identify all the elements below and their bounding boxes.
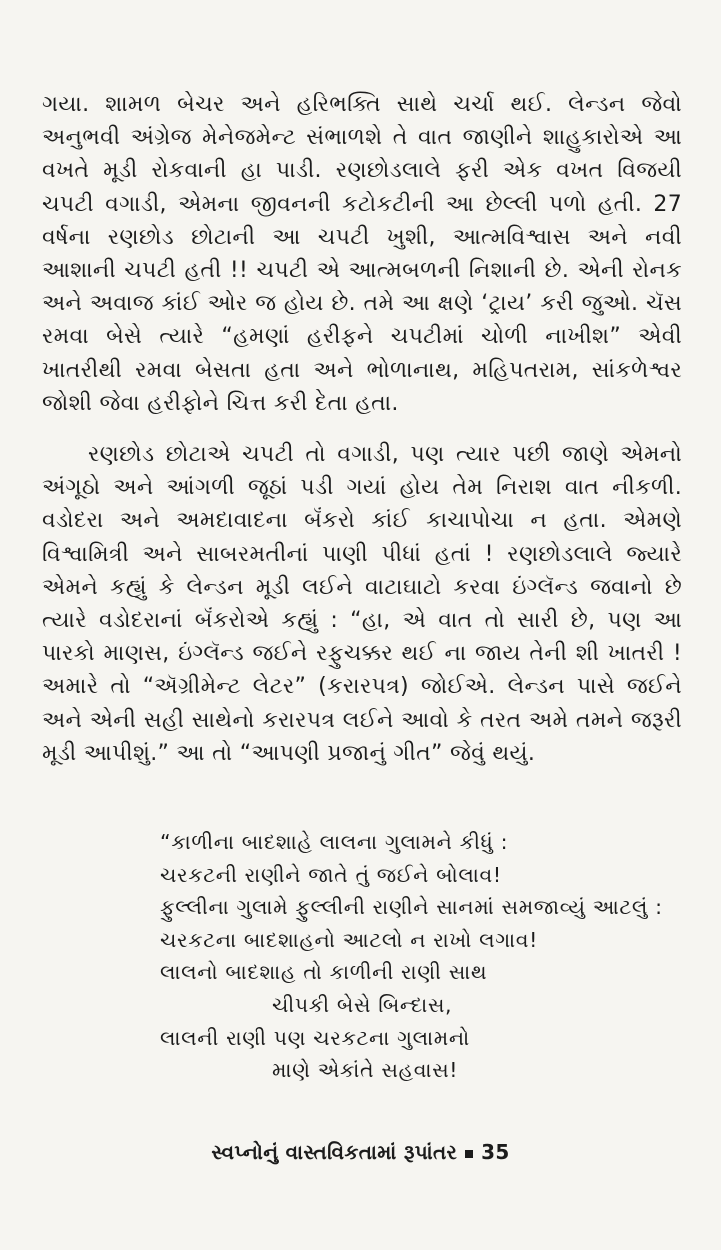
poem-line: ચરકટના બાદશાહનો આટલો ન રાખો લગાવ!	[160, 927, 538, 952]
page-footer	[0, 1140, 721, 1164]
separator-square-icon	[465, 1150, 473, 1158]
poem-line: ફુલ્લીના ગુલામે ફુલ્લીની રાણીને સાનમાં સમજાવ્યું આટલું :	[160, 895, 663, 920]
page-number: 35	[481, 1140, 510, 1164]
poem-verse	[160, 826, 680, 1087]
poem-line: ચીપકી બેસે બિન્દાસ,	[272, 992, 453, 1017]
chapter-title: સ્વપ્નોનું વાસ્તવિકતામાં રૂપાંતર	[211, 1140, 458, 1164]
poem-line: લાલનો બાદશાહ તો કાળીની રાણી સાથ	[160, 960, 488, 985]
paragraph-2: રણછોડ છોટાએ ચપટી તો વગાડી, પણ ત્યાર પછી જાણે એમનો અંગૂઠો અને આંગળી જૂઠાં પડી ગયાં હોય તેમ નિરાશ વાત નીકળી. વડોદરા અને અમદાવાદના બૅંકરો કાંઈ કાચાપોચા ન હતા. એમણે વિશ્વામિત્રી અને સાબરમતીનાં પાણી પીધાં હતાં ! રણછોડલાલે જ્યારે એમને કહ્યું કે લેન્ડન મૂડી લઈને વાટાઘાટો કરવા ઇંગ્લૅન્ડ જવાનો છે ત્યારે વડોદરાનાં બૅંકરોએ કહ્યું : “હા, એ વાત તો સારી છે, પણ આ પારકો માણસ, ઇંગ્લૅન્ડ જઈને રફુચક્કર થઈ ના જાય તેની શી ખાતરી ! અમારે તો “ઍગ્રીમેન્ટ લેટર” (કરારપત્ર) જોઈએ. લેન્ડન પાસે જઈને અને એની સહી સાથેનો કરારપત્ર લઈને આવો કે તરત અમે તમને જરૂરી મૂડી આપીશું.” આ તો “આપણી પ્રજાનું ગીત” જેવું થયું.	[42, 442, 682, 766]
poem-line: લાલની રાણી પણ ચરકટના ગુલામનો	[160, 1025, 470, 1050]
paragraph-1: ગયા. શામળ બેચર અને હરિભક્તિ સાથે ચર્ચા થઈ. લેન્ડન જેવો અનુભવી અંગ્રેજ મેનેજમેન્ટ સંભાળશે તે વાત જાણીને શાહુકારોએ આ વખતે મૂડી રોકવાની હા પાડી. રણછોડલાલે ફરી એક વખત વિજયી ચપટી વગાડી, એમના જીવનની કટોકટીની આ છેલ્લી પળો હતી. 27 વર્ષના રણછોડ છોટાની આ ચપટી ખુશી, આત્મવિશ્વાસ અને નવી આશાની ચપટી હતી !! ચપટી એ આત્મબળની નિશાની છે. એની રોનક અને અવાજ કાંઈ ઓર જ હોય છે. તમે આ ક્ષણે ‘ટ્રાય’ કરી જુઓ. ચૅસ રમવા બેસે ત્યારે “હમણાં હરીફને ચપટીમાં ચોળી નાખીશ” એવી ખાતરીથી રમવા બેસતા હતા અને ભોળાનાથ, મહિપતરામ, સાંકળેશ્વર જોશી જેવા હરીફોને ચિત્ત કરી દેતા હતા.	[42, 92, 682, 416]
poem-line: “કાળીના બાદશાહે લાલના ગુલામને કીધું :	[160, 830, 509, 854]
poem-line: ચરકટની રાણીને જાતે તું જઈને બોલાવ!	[160, 862, 502, 887]
body-text	[42, 88, 682, 770]
poem-line: માણે એકાંતે સહવાસ!	[272, 1058, 459, 1083]
